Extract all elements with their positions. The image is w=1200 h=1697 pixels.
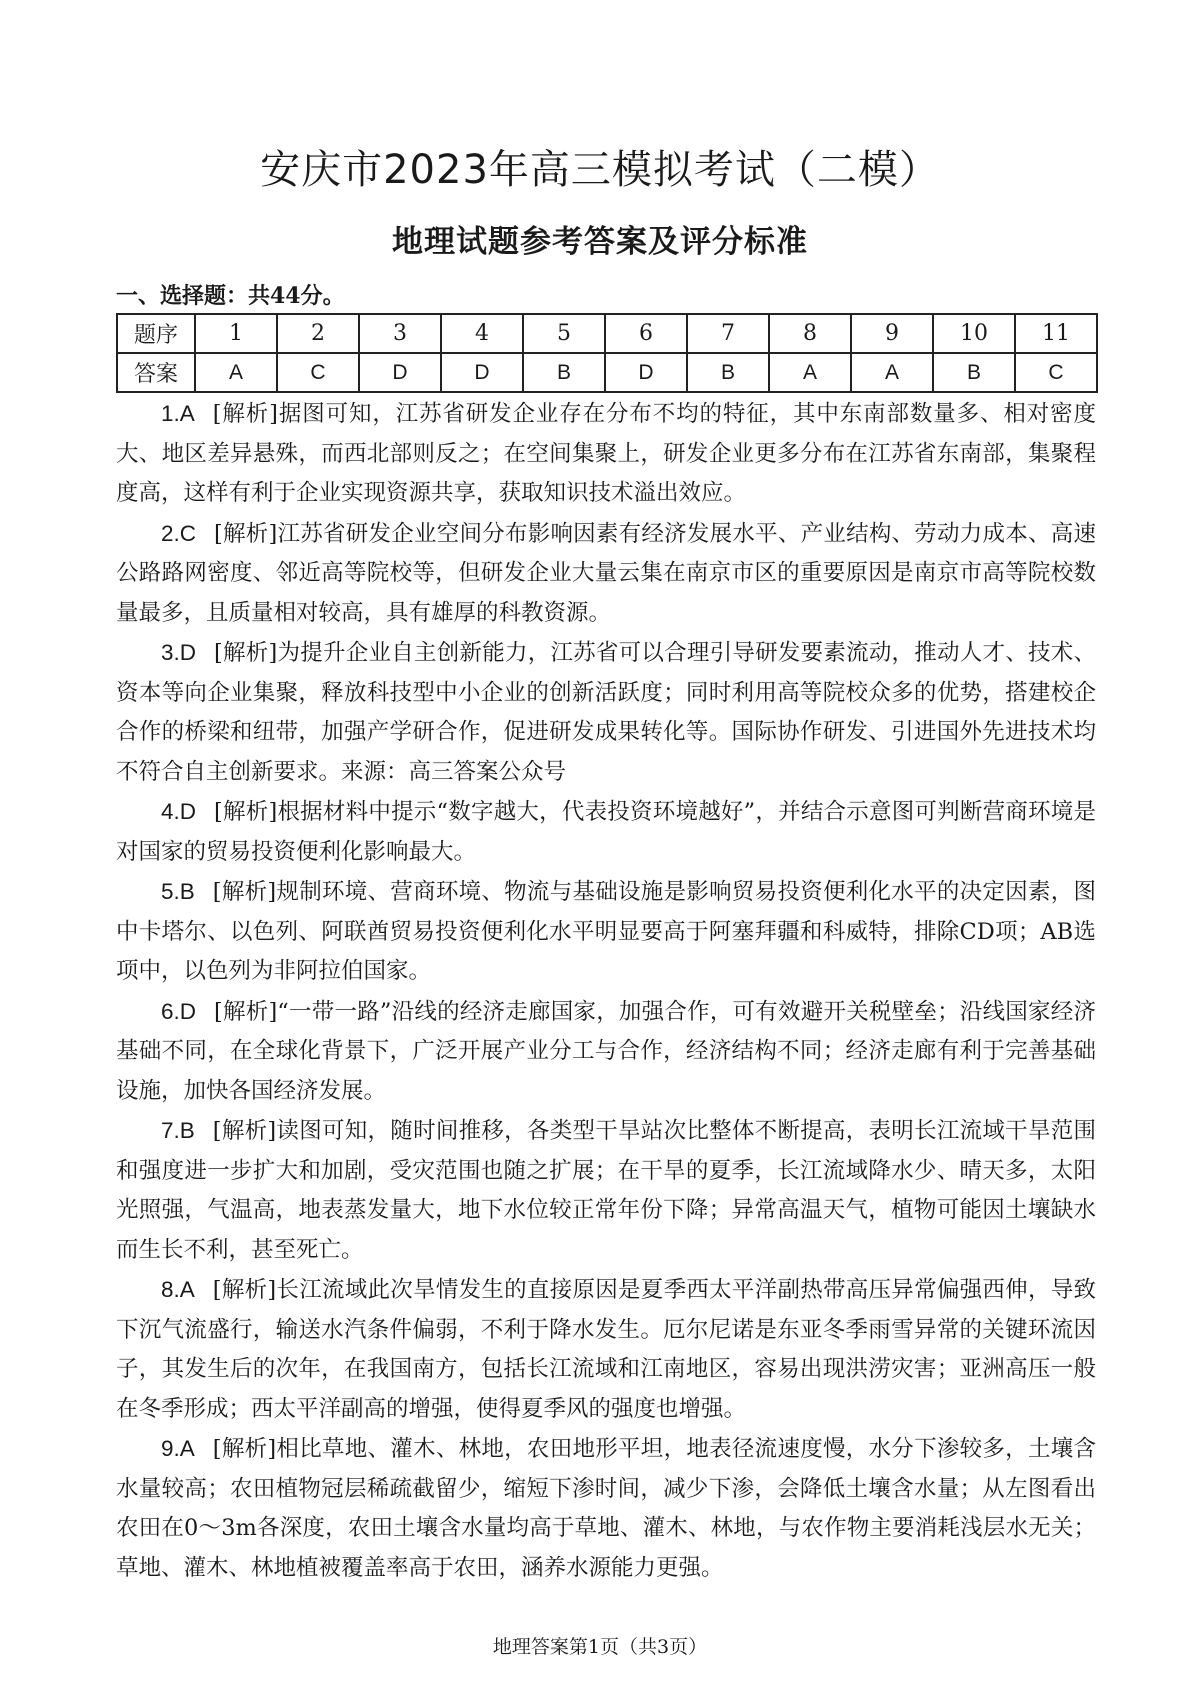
- explanation-paragraph: [116, 394, 1096, 514]
- answer-cell: A: [195, 353, 277, 392]
- question-number: 9: [851, 314, 933, 353]
- explanation-paragraph: [116, 1111, 1096, 1270]
- answer-cell: D: [441, 353, 523, 392]
- explanation-paragraph: [116, 514, 1096, 634]
- row-header-answer: 答案: [117, 353, 195, 392]
- question-answer-id: 1.A: [161, 401, 195, 426]
- page-footer: 地理答案第1页（共3页）: [492, 1636, 708, 1658]
- question-number: 1: [195, 314, 277, 353]
- question-answer-id: 8.A: [161, 1277, 195, 1302]
- question-number: 5: [523, 314, 605, 353]
- question-answer-id: 5.B: [161, 879, 195, 904]
- explanation-text: [解析]读图可知，随时间推移，各类型干旱站次比整体不断提高，表明长江流域干旱范围和强度进一步扩大和加剧，受灾范围也随之扩展；在干旱的夏季，长江流域降水少、晴天多，太阳光照强，气温高，地表蒸发量大，地下水位较正常年份下降；异常高温天气，植物可能因土壤缺水而生长不利，甚至死亡。: [116, 1118, 1096, 1263]
- question-number: 4: [441, 314, 523, 353]
- answer-cell: B: [687, 353, 769, 392]
- explanation-paragraph: [116, 992, 1096, 1112]
- question-answer-id: 4.D: [161, 799, 197, 824]
- answer-cell: A: [851, 353, 933, 392]
- question-number: 2: [277, 314, 359, 353]
- answer-cell: D: [359, 353, 441, 392]
- explanations: [116, 394, 1096, 1588]
- page-subtitle: 地理试题参考答案及评分标准: [392, 224, 808, 260]
- answer-cell: C: [1015, 353, 1097, 392]
- explanation-paragraph: [116, 633, 1096, 792]
- explanation-text: [解析]据图可知，江苏省研发企业存在分布不均的特征，其中东南部数量多、相对密度大、地区差异悬殊，而西北部则反之；在空间集聚上，研发企业更多分布在江苏省东南部，集聚程度高，这样有利于企业实现资源共享，获取知识技术溢出效应。: [116, 401, 1096, 506]
- page-title: 安庆市2023年高三模拟考试（二模）: [260, 147, 940, 193]
- question-answer-id: 2.C: [161, 520, 197, 546]
- answer-cell: A: [769, 353, 851, 392]
- question-number: 11: [1015, 314, 1097, 353]
- explanation-text: [解析]根据材料中提示“数字越大，代表投资环境越好”，并结合示意图可判断营商环境是对国家的贸易投资便利化影响最大。: [116, 799, 1096, 865]
- explanation-text: [解析]规制环境、营商环境、物流与基础设施是影响贸易投资便利化水平的决定因素，图中卡塔尔、以色列、阿联酋贸易投资便利化水平明显要高于阿塞拜疆和科威特，排除CD项；AB选项中，以色列为非阿拉伯国家。: [116, 879, 1096, 984]
- explanation-text: [解析]“一带一路”沿线的经济走廊国家，加强合作，可有效避开关税壁垒；沿线国家经济基础不同，在全球化背景下，广泛开展产业分工与合作，经济结构不同；经济走廊有利于完善基础设施，加快各国经济发展。: [116, 998, 1096, 1104]
- explanation-paragraph: [116, 1429, 1096, 1588]
- answer-cell: B: [523, 353, 605, 392]
- answer-table: [116, 313, 1098, 393]
- explanation-paragraph: [116, 1270, 1096, 1429]
- question-number: 3: [359, 314, 441, 353]
- question-answer-id: 3.D: [161, 640, 197, 665]
- explanation-paragraph: [116, 872, 1096, 992]
- question-answer-id: 6.D: [161, 998, 197, 1024]
- row-header-number: 题序: [117, 314, 195, 353]
- answer-cell: D: [605, 353, 687, 392]
- question-number: 8: [769, 314, 851, 353]
- question-answer-id: 9.A: [161, 1436, 195, 1461]
- question-number: 7: [687, 314, 769, 353]
- question-number: 6: [605, 314, 687, 353]
- answer-cell: C: [277, 353, 359, 392]
- answer-cell: B: [933, 353, 1015, 392]
- question-number: 10: [933, 314, 1015, 353]
- question-answer-id: 7.B: [161, 1118, 195, 1143]
- explanation-paragraph: [116, 792, 1096, 872]
- explanation-text: [解析]为提升企业自主创新能力，江苏省可以合理引导研发要素流动，推动人才、技术、资本等向企业集聚，释放科技型中小企业的创新活跃度；同时利用高等院校众多的优势，搭建校企合作的桥梁和纽带，加强产学研合作，促进研发成果转化等。国际协作研发、引进国外先进技术均不符合自主创新要求。来源：高三答案公众号: [116, 640, 1096, 785]
- section-heading: 一、选择题：共44分。: [116, 283, 345, 309]
- explanation-text: [解析]江苏省研发企业空间分布影响因素有经济发展水平、产业结构、劳动力成本、高速公路路网密度、邻近高等院校等，但研发企业大量云集在南京市区的重要原因是南京市高等院校数量最多，且质量相对较高，具有雄厚的科教资源。: [116, 520, 1096, 626]
- answer-table-number-row: [117, 314, 1097, 353]
- explanation-text: [解析]相比草地、灌木、林地，农田地形平坦，地表径流速度慢，水分下渗较多，土壤含水量较高；农田植物冠层稀疏截留少，缩短下渗时间，减少下渗，会降低土壤含水量；从左图看出农田在0～3m各深度，农田土壤含水量均高于草地、灌木、林地，与农作物主要消耗浅层水无关；草地、灌木、林地植被覆盖率高于农田，涵养水源能力更强。: [116, 1436, 1096, 1581]
- explanation-text: [解析]长江流域此次旱情发生的直接原因是夏季西太平洋副热带高压异常偏强西伸，导致下沉气流盛行，输送水汽条件偏弱，不利于降水发生。厄尔尼诺是东亚冬季雨雪异常的关键环流因子，其发生后的次年，在我国南方，包括长江流域和江南地区，容易出现洪涝灾害；亚洲高压一般在冬季形成；西太平洋副高的增强，使得夏季风的强度也增强。: [116, 1277, 1096, 1422]
- answer-table-answer-row: [117, 353, 1097, 392]
